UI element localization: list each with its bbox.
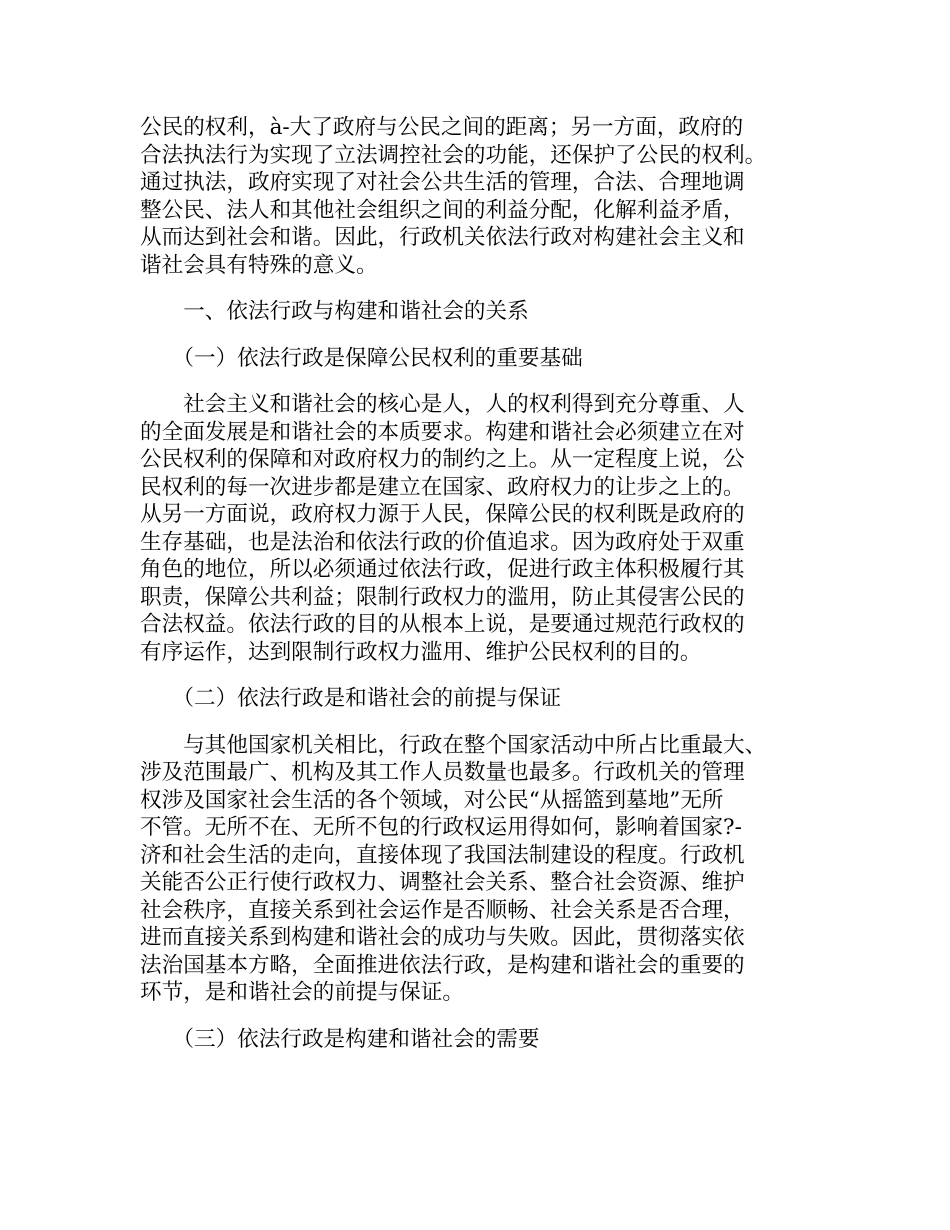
subsection-heading-2: （二）依法行政是和谐社会的前提与保证 [140, 686, 562, 711]
text-line: 的全面发展是和谐社会的本质要求。构建和谐社会必须建立在对 [140, 419, 745, 445]
section-heading-1: 一、依法行政与构建和谐社会的关系 [140, 299, 529, 324]
text-line: 角色的地位，所以必须通过依法行政，促进行政主体积极履行其 [140, 557, 745, 582]
text-line: 职责，保障公共利益；限制行政权力的滥用，防止其侵害公民的 [140, 584, 745, 610]
text-line: 有序运作，达到限制行政权力滥用、维护公民权利的目的。 [140, 639, 702, 665]
text-line: 生存基础，也是法治和依法行政的价值追求。因为政府处于双重 [140, 529, 745, 555]
text-line: 进而直接关系到构建和谐社会的成功与失败。因此，贯彻落实依 [140, 925, 745, 950]
text-line: 与其他国家机关相比，行政在整个国家活动中所占比重最大、 [140, 732, 767, 758]
paragraph-gap [140, 1007, 820, 1026]
paragraph-gap [140, 326, 820, 345]
text-line: 谐社会具有特殊的意义。 [140, 252, 378, 278]
text-line: 整公民、法人和其他社会组织之间的利益分配，化解利益矛盾， [140, 197, 745, 223]
paragraph-gap [140, 666, 820, 685]
text-line: 从而达到社会和谐。因此，行政机关依法行政对构建社会主义和 [140, 225, 745, 250]
text-line: 不管。无所不在、无所不包的行政权运用得如何，影响着国家?- [140, 815, 742, 840]
text-line: 民权利的每一次进步都是建立在国家、政府权力的让步之上的。 [140, 474, 745, 500]
text-line: 合法执法行为实现了立法调控社会的功能，还保护了公民的权利。 [140, 142, 767, 168]
intro-paragraph [140, 114, 820, 279]
paragraph-2 [140, 732, 820, 1007]
subsection-heading-1: （一）依法行政是保障公民权利的重要基础 [140, 345, 583, 371]
text-line: 从另一方面说，政府权力源于人民，保障公民的权利既是政府的 [140, 502, 745, 527]
document-page [140, 114, 820, 1053]
text-line: 济和社会生活的走向，直接体现了我国法制建设的程度。行政机 [140, 842, 745, 868]
paragraph-gap [140, 279, 820, 298]
text-line: 环节，是和谐社会的前提与保证。 [140, 980, 464, 1005]
text-line: 权涉及国家社会生活的各个领域，对公民“从摇篮到墓地”无所 [140, 787, 724, 813]
text-line: 公民权利的保障和对政府权力的制约之上。从一定程度上说，公 [140, 447, 745, 472]
paragraph-gap [140, 372, 820, 391]
text-line: 通过执法，政府实现了对社会公共生活的管理，合法、合理地调 [140, 170, 745, 195]
text-line: 社会秩序，直接关系到社会运作是否顺畅、社会关系是否合理， [140, 897, 745, 923]
paragraph-gap [140, 713, 820, 732]
text-line: 公民的权利，à-大了政府与公民之间的距离；另一方面，政府的 [140, 115, 744, 140]
text-line: 涉及范围最广、机构及其工作人员数量也最多。行政机关的管理 [140, 760, 745, 785]
text-line: 关能否公正行使行政权力、调整社会关系、整合社会资源、维护 [140, 870, 745, 895]
text-line: 合法权益。依法行政的目的从根本上说，是要通过规范行政权的 [140, 612, 745, 637]
text-line: 法治国基本方略，全面推进依法行政，是构建和谐社会的重要的 [140, 952, 745, 978]
subsection-heading-3: （三）依法行政是构建和谐社会的需要 [140, 1026, 540, 1052]
paragraph-1 [140, 391, 820, 666]
text-line: 社会主义和谐社会的核心是人，人的权利得到充分尊重、人 [140, 392, 745, 417]
